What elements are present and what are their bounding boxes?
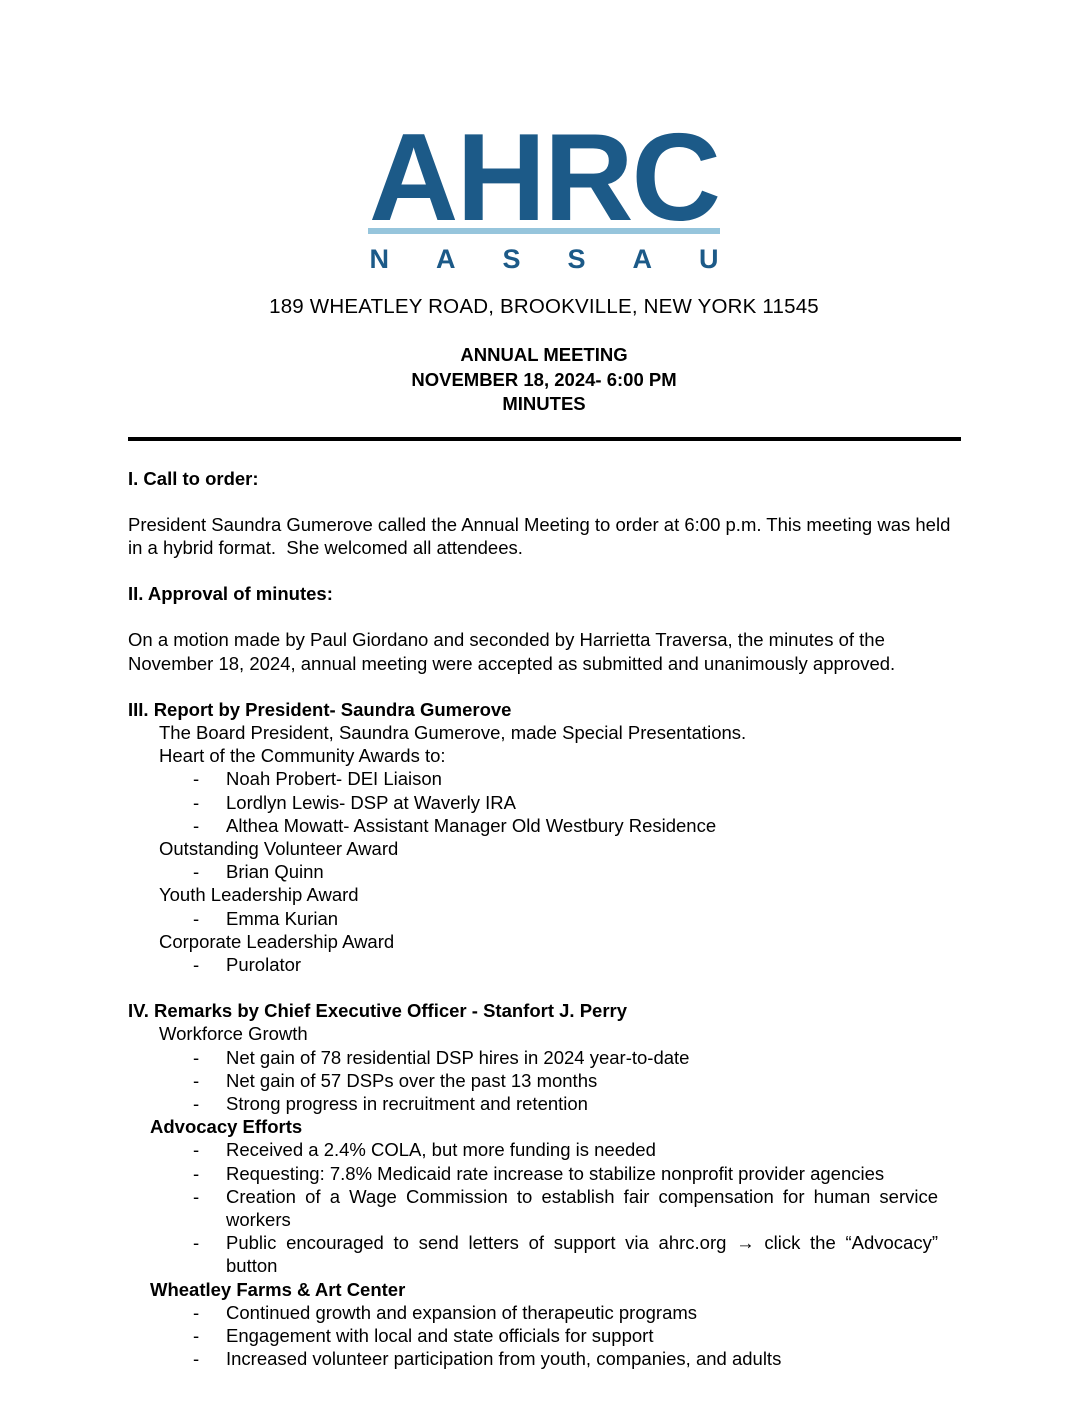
- advocacy-efforts-subhead: Advocacy Efforts: [150, 1116, 303, 1138]
- workforce-growth-subhead: Workforce Growth: [159, 1023, 308, 1045]
- workforce-item: - Net gain of 57 DSPs over the past 13 months: [128, 1069, 960, 1092]
- volunteer-award-recipient: - Brian Quinn: [128, 860, 960, 883]
- heart-award-recipient: - Althea Mowatt- Assistant Manager Old Westbury Residence: [128, 814, 960, 837]
- org-address: 189 WHEATLEY ROAD, BROOKVILLE, NEW YORK 11545: [269, 295, 819, 318]
- meeting-doc-type: MINUTES: [502, 393, 586, 414]
- meeting-title-block: [0, 343, 1088, 417]
- workforce-item: - Net gain of 78 residential DSP hires in 2024 year-to-date: [128, 1046, 960, 1069]
- heart-award-recipient: - Noah Probert- DEI Liaison: [128, 767, 960, 790]
- wheatley-item: - Increased volunteer participation from youth, companies, and adults: [128, 1347, 960, 1370]
- section1-paragraph: President Saundra Gumerove called the Annual Meeting to order at 6:00 p.m. This meeting was held in a hybrid format. She welcomed all attendees.: [128, 513, 956, 558]
- header-divider-rule: [128, 437, 961, 441]
- heart-award-recipient: - Lordlyn Lewis- DSP at Waverly IRA: [128, 791, 960, 814]
- logo-nassau-text: NASSAU: [369, 244, 766, 274]
- section-approval-of-minutes: [128, 582, 960, 675]
- meeting-datetime: NOVEMBER 18, 2024- 6:00 PM: [411, 368, 677, 390]
- section-ceo-remarks: [128, 999, 960, 1370]
- workforce-item: - Strong progress in recruitment and retention: [128, 1092, 960, 1115]
- meeting-title: ANNUAL MEETING: [460, 344, 628, 365]
- advocacy-item: - Public encouraged to send letters of support via ahrc.org → click the “Advocacy” button: [128, 1231, 938, 1277]
- letterhead: [0, 0, 1088, 417]
- section2-heading: II. Approval of minutes:: [128, 583, 333, 605]
- advocacy-item: - Requesting: 7.8% Medicaid rate increase to stabilize nonprofit provider agencies: [128, 1162, 960, 1185]
- advocacy-item: - Received a 2.4% COLA, but more funding is needed: [128, 1138, 960, 1161]
- section3-heading: III. Report by President- Saundra Gumerove: [128, 698, 512, 720]
- wheatley-item: - Engagement with local and state officials for support: [128, 1324, 960, 1347]
- section4-heading: IV. Remarks by Chief Executive Officer - Stanfort J. Perry: [128, 1000, 628, 1022]
- ahrc-logo: AHRC: [368, 109, 720, 247]
- volunteer-award-title: Outstanding Volunteer Award: [159, 837, 399, 859]
- heart-awards-title: Heart of the Community Awards to:: [159, 745, 446, 767]
- wheatley-item: - Continued growth and expansion of therapeutic programs: [128, 1301, 960, 1324]
- minutes-body: [128, 467, 960, 1371]
- section2-paragraph: On a motion made by Paul Giordano and seconded by Harrietta Traversa, the minutes of the November 18, 2024, annual meeting were accepted as submitted and unanimously approved.: [128, 629, 896, 674]
- section-call-to-order: [128, 467, 960, 560]
- corporate-award-recipient: - Purolator: [128, 953, 960, 976]
- section1-heading: I. Call to order:: [128, 467, 259, 489]
- corporate-award-title: Corporate Leadership Award: [159, 930, 395, 952]
- president-report-intro: The Board President, Saundra Gumerove, made Special Presentations.: [159, 721, 747, 743]
- youth-award-title: Youth Leadership Award: [159, 884, 359, 906]
- section-president-report: [128, 698, 960, 976]
- advocacy-item: - Creation of a Wage Commission to establish fair compensation for human service workers: [128, 1185, 938, 1231]
- youth-award-recipient: - Emma Kurian: [128, 907, 960, 930]
- wheatley-farms-subhead: Wheatley Farms & Art Center: [150, 1278, 406, 1300]
